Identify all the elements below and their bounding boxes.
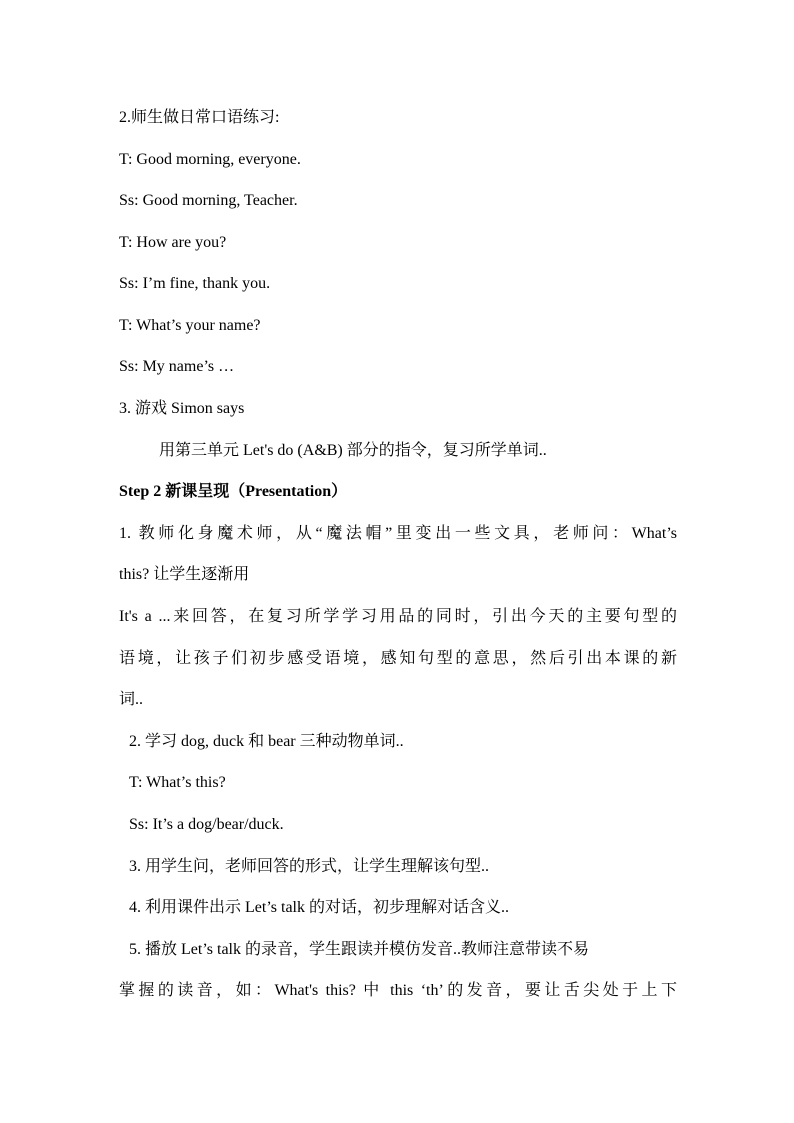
- line-learn-animal-words: 2. 学习 dog, duck 和 bear 三种动物单词..: [129, 733, 404, 750]
- line-simon-says-heading: 3. 游戏 Simon says: [119, 400, 245, 417]
- paragraph-1-line-1: 1. 教师化身魔术师，从“魔法帽”里变出一些文具，老师问：What’s: [119, 525, 677, 542]
- line-oral-practice-heading: 2.师生做日常口语练习:: [119, 109, 280, 126]
- line-students-name-answer: Ss: My name’s …: [119, 358, 235, 375]
- paragraph-5-line-2: 掌握的读音，如：What's this? 中 this ‘th’的发音，要让舌尖处于上下: [119, 982, 677, 999]
- line-student-ask-teacher-answer: 3. 用学生问，老师回答的形式，让学生理解该句型..: [129, 858, 490, 875]
- section-heading-step2: Step 2 新课呈现（Presentation）: [119, 483, 348, 500]
- paragraph-1-line-4: 语境，让孩子们初步感受语境，感知句型的意思，然后引出本课的新: [119, 650, 677, 667]
- line-students-greeting: Ss: Good morning, Teacher.: [119, 192, 298, 209]
- line-courseware-lets-talk: 4. 利用课件出示 Let’s talk 的对话，初步理解对话含义..: [129, 899, 509, 916]
- line-teacher-greeting: T: Good morning, everyone.: [119, 151, 301, 168]
- line-simon-says-description: 用第三单元 Let's do (A&B) 部分的指令，复习所学单词..: [159, 442, 547, 459]
- line-teacher-how-are-you: T: How are you?: [119, 234, 227, 251]
- paragraph-1-line-2: this? 让学生逐渐用: [119, 566, 250, 583]
- line-teacher-whats-this: T: What’s this?: [129, 774, 226, 791]
- line-students-fine: Ss: I’m fine, thank you.: [119, 275, 271, 292]
- paragraph-5-line-1: 5. 播放 Let’s talk 的录音，学生跟读并模仿发音..教师注意带读不易: [129, 941, 589, 958]
- paragraph-1-line-3: It's a ...来回答，在复习所学学习用品的同时，引出今天的主要句型的: [119, 608, 677, 625]
- line-students-its-a: Ss: It’s a dog/bear/duck.: [129, 816, 284, 833]
- line-teacher-name-question: T: What’s your name?: [119, 317, 261, 334]
- paragraph-1-line-5: 词..: [119, 691, 144, 708]
